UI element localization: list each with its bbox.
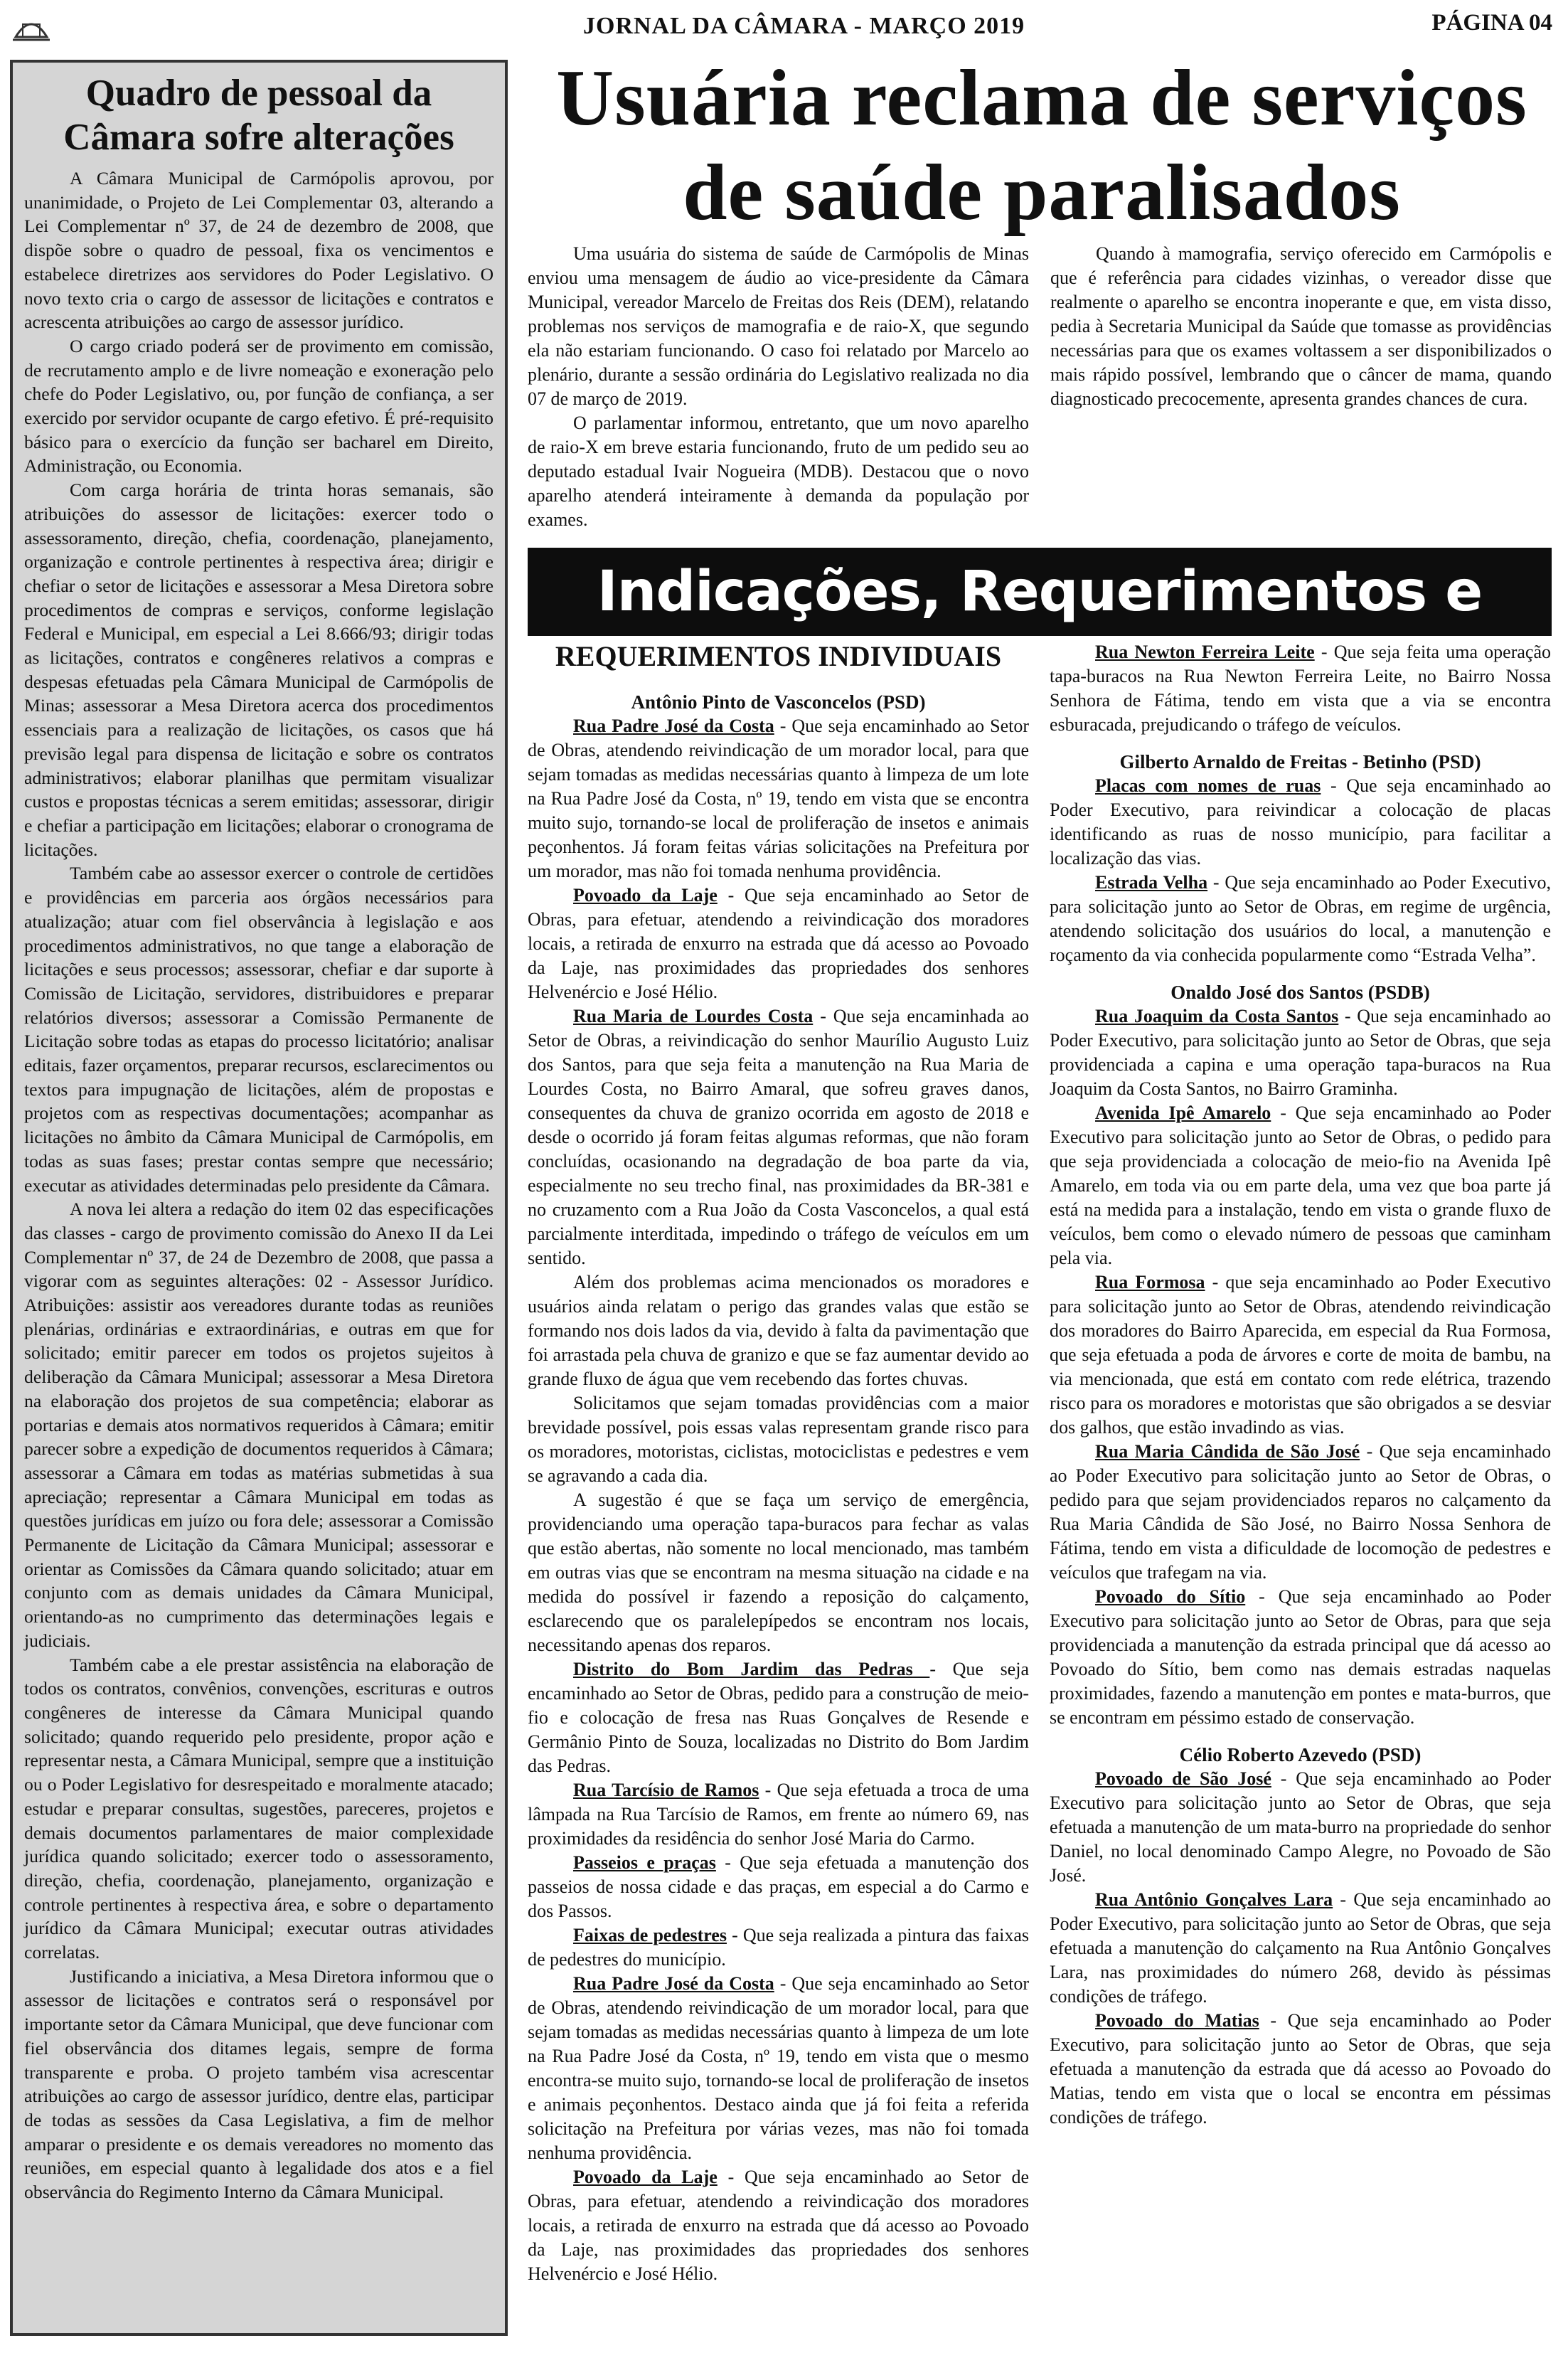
requerimento-item	[528, 883, 1029, 1004]
item-text: - Que seja encaminhado ao Poder Executivo para solicitação junto ao Setor de Obras, que seja efetuada a manutenção de um mata-burro na propriedade do senhor Daniel, no local denominado Campo Alegre, no Povoado de São José.	[1050, 1768, 1551, 1886]
sidebar-paragraph: A nova lei altera a redação do item 02 das especificações das classes - cargo de provimento comissão do Anexo II da Lei Complementar nº 37, de 24 de Dezembro de 2008, que passa a vigorar com as seguintes alterações: 02 - Assessor Jurídico. Atribuições: assistir aos vereadores durante todas as reuniões plenárias, ordinárias e extraordinárias, e outras em que for solicitado; emitir parecer em todos os projetos sujeitos à deliberação da Câmara Municipal; assessorar a Mesa Diretora na elaboração dos projetos de sua competência; elaborar as portarias e demais atos normativos requeridos à Câmara; emitir parecer sobre a expedição de documentos requeridos à Câmara; assessorar a Câmara em todas as matérias submetidas à sua apreciação; representar a Câmara Municipal em todas as questões jurídicas em juízo ou fora dele; assessorar a Comissão Permanente de Licitação da Câmara Municipal; assessorar e orientar as Comissões da Câmara quando solicitado; atuar em conjunto com as demais unidades da Câmara Municipal, orientando-as no cumprimento das determinações legais e judiciais.	[24, 1199, 494, 1651]
requerimento-item	[1050, 774, 1551, 871]
requerimento-item	[528, 1778, 1029, 1851]
item-title: Rua Joaquim da Costa Santos	[1095, 1006, 1339, 1026]
crest-icon	[10, 9, 53, 43]
requerimento-item	[528, 1004, 1029, 1270]
item-title: Rua Antônio Gonçalves Lara	[1095, 1889, 1333, 1910]
requerimento-item	[528, 714, 1029, 883]
item-title: Rua Tarcísio de Ramos	[573, 1780, 759, 1800]
item-text: - Que seja encaminhado ao Setor de Obras, atendendo reivindicação de um morador local, para que sejam tomadas as medidas necessárias quanto à limpeza de um lote na Rua Padre José da Costa, nº 19, tendo em vista que o mesmo encontra-se muito sujo, tornando-se local de proliferação de insetos e animais peçonhentos. Destaco ainda que já foi feita a referida solicitação na Prefeitura por várias vezes, mas não foi tomada nenhuma providência.	[528, 1973, 1029, 2163]
item-text: - Que seja encaminhado ao Setor de Obras, pedido para a construção de meio-fio e colocação de fresa nas Ruas Gonçalves de Resende e Germânio Pinto de Souza, localizadas no Distrito do Bom Jardim das Pedras.	[528, 1659, 1029, 1776]
item-text: - Que seja encaminhada ao Setor de Obras, a reivindicação do senhor Maurílio Augusto Luiz dos Santos, para que seja feita a manutenção na Rua Maria de Lourdes Costa, no Bairro Amaral, que sofreu graves danos, consequentes da chuva de granizo ocorrida em agosto de 2018 e desde o ocorrido já foram feitas algumas reformas, que não foram concluídas, ocasionando na degradação de boa parte da via, especialmente no seu trecho final, nas proximidades da BR-381 e no cruzamento com a Rua João da Costa Vasconcelos, a qual está parcialmente interditada, impedindo o tráfego de veículos em um sentido.	[528, 1006, 1029, 1268]
requerimento-item	[1050, 1004, 1551, 1101]
requerimento-item	[1050, 640, 1551, 737]
item-title: Povoado do Matias	[1095, 2010, 1259, 2031]
item-text: - Que seja efetuada a troca de uma lâmpada na Rua Tarcísio de Ramos, em frente ao número 69, nas proximidades da residência do senhor José Maria do Carmo.	[528, 1780, 1029, 1849]
item-text: - Que seja efetuada a manutenção dos passeios de nossa cidade e das praças, em especial a do Carmo e dos Passos.	[528, 1852, 1029, 1921]
item-text: - Que seja encaminhado ao Poder Executivo para solicitação junto ao Setor de Obras, o pedido para que sejam providenciados reparos no calçamento da Rua Maria Cândida de São José, no Bairro Nossa Senhora de Fátima, tendo em vista a dificuldade de locomoção de pedestres e veículos que trafegam na via.	[1050, 1441, 1551, 1583]
item-text: - Que seja encaminhado ao Poder Executivo para solicitação junto ao Setor de Obras, o pedido para que seja providenciada a colocação de meio-fio na Avenida Ipê Amarelo, em toda via ou em parte dela, uma vez que boa parte já está na medida para a instalação, tendo em vista o grande fluxo de veículos, bem como o elevado número de pessoas que caminham pela via.	[1050, 1103, 1551, 1268]
item-title: Povoado do Sítio	[1095, 1586, 1246, 1607]
requerimento-item	[528, 1923, 1029, 1972]
item-title: Placas com nomes de ruas	[1095, 775, 1321, 796]
sidebar-paragraph: Justificando a iniciativa, a Mesa Diretora informou que o assessor de licitações e contratos será o responsável por importante setor da Câmara Municipal, que deve funcionar com fiel observância dos ditames legais, sempre de forma transparente e proba. O projeto também visa acrescentar atribuições ao cargo de assessor jurídico, dentre elas, participar de todas as sessões da Casa Legislativa, a fim de melhor amparar o presidente e os demais vereadores no momento das reuniões, em especial quanto à legalidade dos atos e a fiel observância do Regimento Interno da Câmara Municipal.	[24, 1965, 494, 2203]
requerimentos-title: REQUERIMENTOS INDIVIDUAIS	[555, 640, 1002, 672]
requerimento-item	[1050, 1440, 1551, 1585]
item-text: - Que seja encaminhado ao Poder Executivo, para solicitação junto ao Setor de Obras, que seja efetuada a manutenção do calçamento na Rua Antônio Gonçalves Lara, nas proximidades do número 268, devido às péssimas condições de tráfego.	[1050, 1889, 1551, 2007]
journal-title: JORNAL DA CÂMARA - MARÇO 2019	[583, 13, 1025, 39]
requerimento-item	[1050, 1270, 1551, 1440]
requerimento-item	[1050, 1585, 1551, 1730]
requerimento-item	[1050, 871, 1551, 967]
item-title: Rua Maria de Lourdes Costa	[573, 1006, 814, 1026]
item-title: Povoado de São José	[1095, 1768, 1271, 1789]
requerimento-paragraph: A sugestão é que se faça um serviço de emergência, providenciando uma operação tapa-buracos para fechar as valas que estão abertas, não somente no local mencionado, mas também em outras vias que se encontram na mesma situação na cidade e na medida do possível ir fazendo a reposição do calçamento, esclarecendo que os paralelepípedos se encontram nos locais, necessitando apenas dos reparos.	[528, 1489, 1029, 1655]
item-text: - Que seja encaminhado ao Setor de Obras, para efetuar, atendendo a reivindicação dos moradores locais, a retirada de enxurro na estrada que dá acesso ao Povoado da Laje, nas proximidades das propriedades dos senhores Helvenércio e José Hélio.	[528, 885, 1029, 1002]
requerimento-item	[1050, 1888, 1551, 2009]
requerimento-item	[1050, 1101, 1551, 1270]
requerimento-item	[528, 1657, 1029, 1778]
sidebar-paragraph: A Câmara Municipal de Carmópolis aprovou, por unanimidade, o Projeto de Lei Complementar 03, alterando a Lei Complementar nº 37, de 24 de dezembro de 2008, que dispõe sobre o quadro de pessoal, fixa os vencimentos e estabelece diretrizes aos servidores do Poder Legislativo. O novo texto cria o cargo de assessor de licitações e contratos e acrescenta atribuições ao cargo de assessor jurídico.	[24, 168, 494, 333]
item-title: Rua Formosa	[1095, 1272, 1205, 1292]
page-number: PÁGINA 04	[1431, 10, 1552, 36]
item-text: - Que seja encaminhado ao Poder Executivo, para reivindicar a colocação de placas identificando as ruas de nosso município, para facilitar a localização das vias.	[1050, 775, 1551, 869]
requerimento-paragraph: Além dos problemas acima mencionados os moradores e usuários ainda relatam o perigo das grandes valas que estão se formando nos dois lados da via, devido à falta da pavimentação que foi arrastada pela chuva de granizo e que se faz aumentar devido ao grande fluxo de água que vem recebendo das fortes chuvas.	[528, 1272, 1029, 1389]
item-title: Faixas de pedestres	[573, 1925, 727, 1945]
item-text: - Que seja encaminhado ao Poder Executivo, para solicitação junto ao Setor de Obras, em regime de urgência, atendendo solicitação dos usuários do local, a manutenção e roçamento da via conhecida popularmente como “Estrada Velha”.	[1050, 872, 1551, 965]
author-heading: Onaldo José dos Santos (PSDB)	[1170, 982, 1430, 1003]
item-title: Povoado da Laje	[573, 885, 718, 905]
sidebar-paragraph: Com carga horária de trinta horas semanais, são atribuições do assessor de licitações: exercer todo o assessoramento, direção, chefia, coordenação, planejamento, organização e controle pertinentes à respectiva área; dirigir e chefiar o setor de licitações e assessorar a Mesa Diretora sobre procedimentos de compras e serviços, conforme legislação Federal e Municipal, em especial a Lei 8.666/93; dirigir todas as licitações, contratos e congêneres relativos a compras e despesas efetuadas pela Câmara Municipal de Carmópolis de Minas; assessorar a Mesa Diretora acerca dos procedimentos essenciais para a realização de licitações, os casos que há previsão legal para dispensa de licitação e sobre os contratos administrativos; elaborar planilhas que permitam visualizar custos e propostas técnicas a serem emitidas; assessorar, dirigir e chefiar a participação em licitações; elaborar o cronograma de licitações.	[24, 479, 494, 860]
lead-article	[528, 242, 1552, 541]
item-text: - Que seja realizada a pintura das faixas de pedestres do município.	[528, 1925, 1029, 1970]
item-text: - Que seja encaminhado ao Poder Executivo, para solicitação junto ao Setor de Obras, que seja efetuada a manutenção da estrada que dá acesso ao Povoado do Matias, tendo em vista que o local se encontra em péssimas condições de tráfego.	[1050, 2010, 1551, 2128]
requerimento-item	[1050, 2009, 1551, 2130]
requerimento-item	[528, 1851, 1029, 1923]
requerimentos-column-right	[1050, 640, 1551, 2340]
item-title: Rua Maria Cândida de São José	[1095, 1441, 1360, 1462]
lead-paragraph: Quando à mamografia, serviço oferecido em Carmópolis e que é referência para cidades vizinhas, o vereador disse que realmente o aparelho se encontra inoperante e que, em vista disso, pedia à Secretaria Municipal da Saúde que tomasse as providências necessárias para que os exames voltassem a ser disponibilizados o mais rápido possível, lembrando que o câncer de mama, quando diagnosticado precocemente, apresenta grandes chances de cura.	[1050, 243, 1552, 409]
requerimentos-column-left	[528, 640, 1029, 2340]
section-banner: Indicações, Requerimentos e Moções	[528, 548, 1552, 636]
requerimento-item	[1050, 1767, 1551, 1888]
page-header	[0, 0, 1568, 50]
item-text: - que seja encaminhado ao Poder Executivo para solicitação junto ao Setor de Obras, atendendo reivindicação dos moradores do Bairro Aparecida, em especial da Rua Formosa, que seja efetuada a poda de árvores e corte de moita de bambu, na via mencionada, que está em contato com rede elétrica, trazendo risco para os moradores e motoristas que são obrigados a se desviar dos galhos, que estão invadindo as vias.	[1050, 1272, 1551, 1438]
author-heading: Célio Roberto Azevedo (PSD)	[1179, 1744, 1422, 1765]
author-heading: Antônio Pinto de Vasconcelos (PSD)	[631, 691, 926, 713]
requerimento-paragraph: Solicitamos que sejam tomadas providências com a maior brevidade possível, pois essas valas representam grande risco para os moradores, motoristas, ciclistas, motociclistas e pedestres e vem se agravando a cada dia.	[528, 1393, 1029, 1486]
item-text: - Que seja encaminhado ao Setor de Obras, para efetuar, atendendo a reivindicação dos moradores locais, a retirada de enxurro na estrada que dá acesso ao Povoado da Laje, nas proximidades das propriedades dos senhores Helvenércio e José Hélio.	[528, 2167, 1029, 2284]
sidebar-paragraph: Também cabe a ele prestar assistência na elaboração de todos os contratos, convênios, convenções, escrituras e outros congêneres de interesse da Câmara Municipal quando solicitado; quando requerido pelo presidente, propor ação e representar nesta, a Câmara Municipal, sempre que a instituição ou o Poder Legislativo for desrespeitado e moralmente atacado; estudar e preparar consultas, sugestões, pareceres, projetos e demais documentos parlamentares de maior complexidade jurídica quando solicitado; exercer todo o assessoramento, direção, chefia, coordenação, planejamento, organização e controle pertinentes à respectiva área, e sobre o departamento jurídico da Câmara Municipal; executar outras atividades correlatas.	[24, 1654, 494, 1963]
author-heading: Gilberto Arnaldo de Freitas - Betinho (PSD)	[1119, 751, 1481, 772]
item-title: Passeios e praças	[573, 1852, 716, 1873]
lead-paragraph: Uma usuária do sistema de saúde de Carmópolis de Minas enviou uma mensagem de áudio ao vice-presidente da Câmara Municipal, vereador Marcelo de Freitas dos Reis (DEM), relatando problemas nos serviços de mamografia e de raio-X, que segundo ela não estariam funcionando. O caso foi relatado por Marcelo ao plenário, durante a sessão ordinária do Legislativo realizada no dia 07 de março de 2019.	[528, 243, 1029, 409]
main-headline: Usuária reclama de serviços de saúde paralisados	[556, 54, 1527, 237]
item-text: - Que seja feita uma operação tapa-buracos na Rua Newton Ferreira Leite, no Bairro Nossa Senhora de Fátima, tendo em vista que a via se encontra esburacada, prejudicando o tráfego de veículos.	[1050, 642, 1551, 735]
requerimento-item	[528, 1972, 1029, 2165]
lead-paragraph: O parlamentar informou, entretanto, que um novo aparelho de raio-X em breve estaria funcionando, fruto de um pedido seu ao deputado estadual Ivair Nogueira (MDB). Destacou que o novo aparelho atenderá inteiramente à demanda da população por exames.	[528, 413, 1029, 530]
sidebar-article	[10, 60, 508, 2336]
item-title: Povoado da Laje	[573, 2167, 718, 2187]
item-text: - Que seja encaminhado ao Setor de Obras, atendendo reivindicação de um morador local, para que sejam tomadas as medidas necessárias quanto à limpeza de um lote na Rua Padre José da Costa, nº 19, tendo em vista que se encontra muito sujo, tornando-se local de proliferação de insetos e animais peçonhentos. Já foram feitas várias solicitações na Prefeitura por um morador, mas não foi tomada nenhuma providência.	[528, 716, 1029, 881]
sidebar-body	[24, 166, 494, 2204]
sidebar-paragraph: Também cabe ao assessor exercer o controle de certidões e providências em parceria aos órgãos necessários para atualização; atuar com fiel observância à legislação e aos procedimentos administrativos, no que tange a elaboração de licitações e seus processos; assessorar, chefiar e dar suporte à Comissão de Licitação, servidores, distribuidores e preparar relatórios diversos; assessorar a Comissão Permanente de Licitação sobre todas as etapas do processo licitatório; analisar editais, fazer orçamentos, preparar recursos, esclarecimentos ou textos para impugnação de licitações, além de propostas e projetos com as respectivas documentações; acompanhar as licitações no âmbito da Câmara Municipal de Carmópolis, em todas as suas fases; prestar contas sempre que necessário; executar as atividades determinadas pelo presidente da Câmara.	[24, 863, 494, 1196]
sidebar-title: Quadro de pessoal da Câmara sofre alterações	[63, 73, 454, 158]
item-text: - Que seja encaminhado ao Poder Executivo para solicitação junto ao Setor de Obras, para que seja providenciada a manutenção da estrada principal que dá acesso ao Povoado do Sítio, bem como nas demais estradas naquelas proximidades, fazendo a manutenção em pontes e mata-burros, que se encontram em péssimo estado de conservação.	[1050, 1586, 1551, 1728]
item-title: Avenida Ipê Amarelo	[1095, 1103, 1271, 1123]
sidebar-paragraph: O cargo criado poderá ser de provimento em comissão, de recrutamento amplo e de livre nomeação e exoneração pelo chefe do Poder Legislativo, ou, por função de confiança, a ser exercido por servidor ocupante de cargo efetivo. É pré-requisito básico para o exercício da função ser bacharel em Direito, Administração, ou Economia.	[24, 335, 494, 477]
requerimento-item	[528, 2165, 1029, 2286]
item-text: - Que seja encaminhado ao Poder Executivo, para solicitação junto ao Setor de Obras, que seja providenciada a capina e uma operação tapa-buracos na Rua Joaquim da Costa Santos, no Bairro Graminha.	[1050, 1006, 1551, 1099]
item-title: Rua Padre José da Costa	[573, 716, 774, 736]
item-title: Estrada Velha	[1095, 872, 1208, 893]
item-title: Distrito do Bom Jardim das Pedras	[573, 1659, 930, 1679]
item-title: Rua Newton Ferreira Leite	[1095, 642, 1315, 662]
item-title: Rua Padre José da Costa	[573, 1973, 774, 1994]
